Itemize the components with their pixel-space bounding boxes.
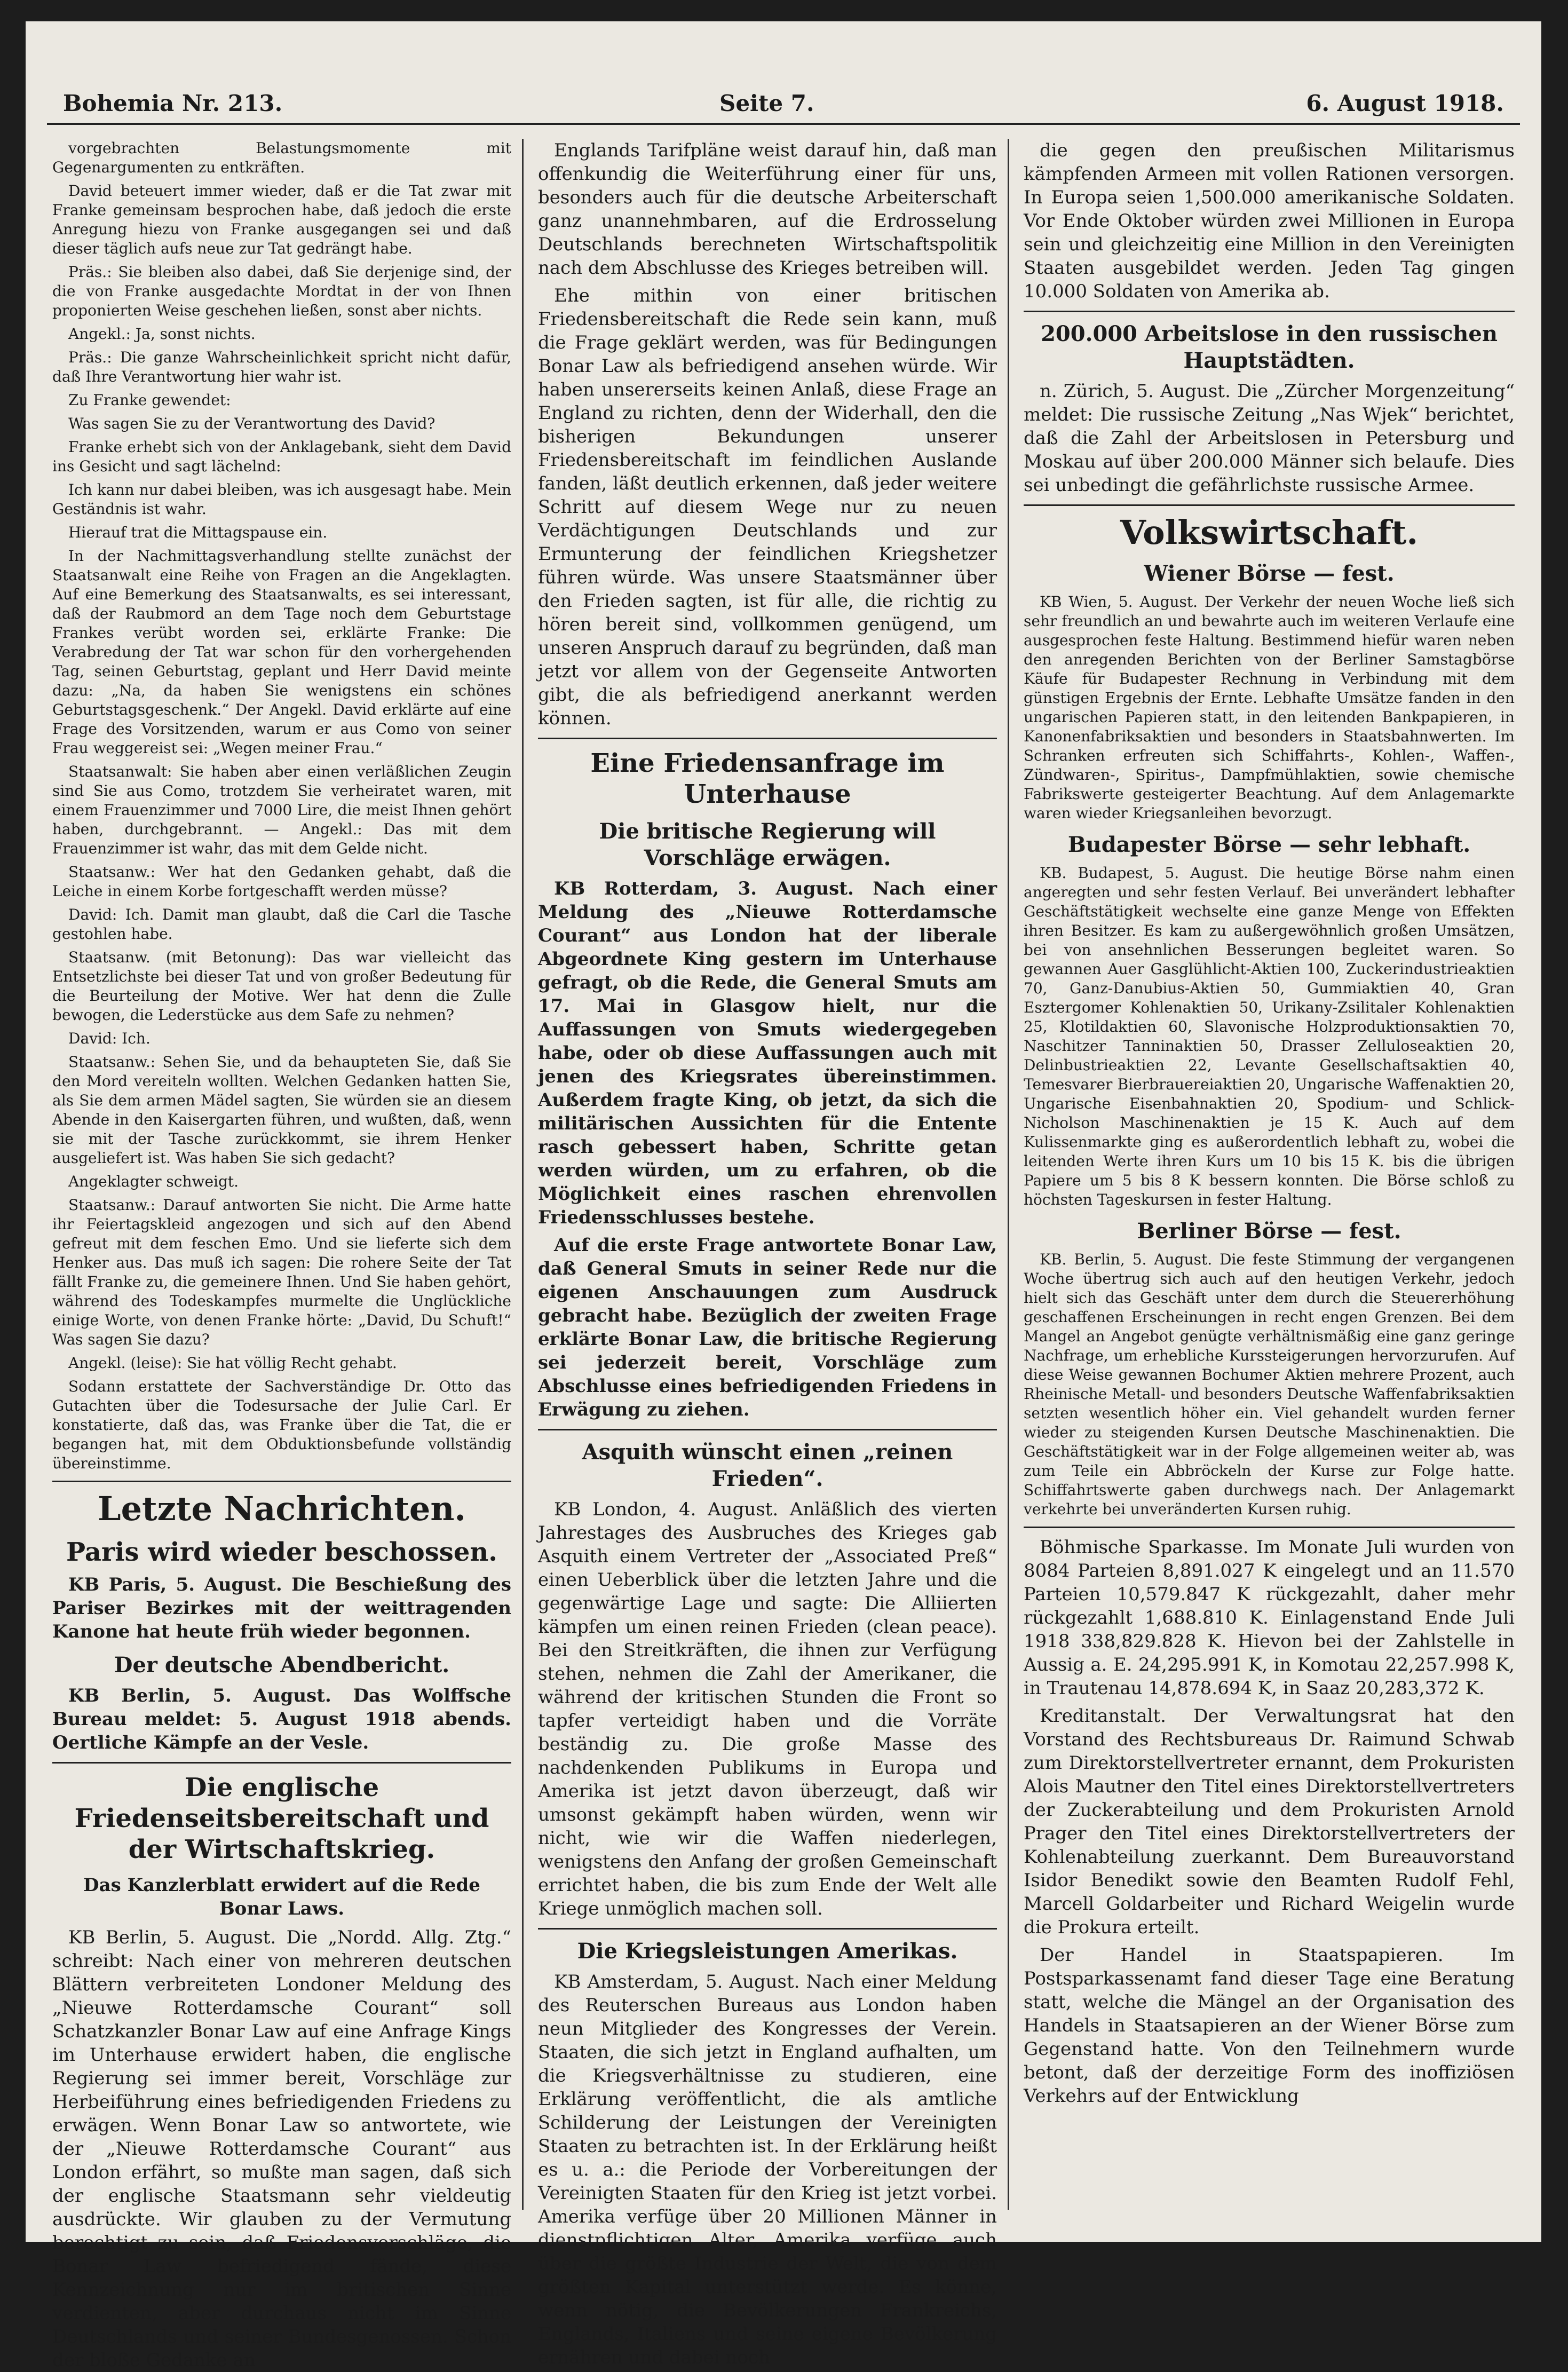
paragraph: Zu Franke gewendet: bbox=[68, 391, 231, 409]
article-unemployed: n. Zürich, 5. August. Die „Zürcher Morgenzeitung“ meldet: Die russische Zeitung „Nas Wjek“ berichtet, daß die Zahl der Arbeitslosen in Petersburg und Moskau auf über 200.000 Männer sich belaufe. Dies sei unbedingt die gefährlichste russische Armee. bbox=[1024, 381, 1515, 496]
header-date: 6. August 1918. bbox=[1306, 90, 1504, 116]
article-berlin-exchange: KB. Berlin, 5. August. Die feste Stimmung der vergangenen Woche übertrug sich auch auf den heutigen Verkehr, jedoch hielt sich das Geschäft unter dem durch die Steuererhöhung geschaffenen Erscheinungen in recht engen Grenzen. Bei dem Mangel an Angebot genügte verhältnismäßig eine ganz geringe Nachfrage, um erhebliche Kurssteigerungen hervorzurufen. Auf diese Weise gewannen Bochumer Aktien mehrere Prozent, auch Rheinische Metall- und besonders Deutsche Waffenfabriksaktien setzten wesentlich höher ein. Viel gehandelt wurden ferner wieder zu steigenden Kursen Deutsche Maschinenaktien. Die Geschäftstätigkeit war in der Folge allgemeinen weiter ab, was zum Teile ein Abbröckeln der Kurse zur Folge hatte. Schiffahrtswerte gaben durchwegs nach. Der Anlagemarkt verkehrte bei unveränderten Kursen ruhig. bbox=[1024, 1251, 1515, 1518]
column-rule bbox=[1008, 139, 1009, 2210]
article-paris: KB Paris, 5. August. Die Beschießung des Pariser Bezirkes mit der weittragenden Kanone hat heute früh wieder begonnen. bbox=[52, 1574, 511, 1642]
paragraph: David: Ich. bbox=[68, 1030, 151, 1047]
headline-america: Die Kriegsleistungen Amerikas. bbox=[577, 1939, 958, 1964]
headline-berlin-exchange: Berliner Börse — fest. bbox=[1137, 1219, 1401, 1244]
article-vienna-exchange: KB Wien, 5. August. Der Verkehr der neuen Woche ließ sich sehr freundlich an und bewahrte auch im weiteren Verlaufe eine ausgesprochen feste Haltung. Bestimmend hiefür waren neben den anregenden Berichten von der Berliner Samstagbörse Käufe für Budapester Rechnung in Verbindung mit dem günstigen Ergebnis der Ernte. Lebhafte Umsätze fanden in den ungarischen Papieren statt, in den leitenden Bankpapieren, in Kanonenfabriksaktien und besonders in Staatsbahnwerten. Im Schranken erfreuten sich Schiffahrts-, Kohlen-, Waffen-, Zündwaren-, Spiritus-, Dampfmühlaktien, sowie chemische Fabrikswerte gesteigerter Beachtung. Auf dem Anlagemarkte waren wieder Kriegsanleihen bevorzugt. bbox=[1024, 593, 1515, 822]
article-credit-institute: Kreditanstalt. Der Verwaltungsrat hat den Vorstand des Rechtsbureaus Dr. Raimund Schwab zum Direktorstellvertreter ernannt, dem Prokuristen Alois Mautner den Titel eines Direktorstellvertreters der Zuckerabteilung und dem Prokuristen Arnold Prager den Titel eines Direktorstellvertreters der Kohlenabteilung zuerkannt. Dem Bureauvorstand Isidor Benedikt sowie den Beamten Rudolf Fehl, Marcell Goldarbeiter und Richard Weigelin wurde die Prokura erteilt. bbox=[1024, 1705, 1515, 1938]
divider bbox=[52, 1762, 511, 1764]
column-3 bbox=[1024, 139, 1515, 2210]
header-page-number: Seite 7. bbox=[719, 90, 814, 116]
article-savings-bank: Böhmische Sparkasse. Im Monate Juli wurden von 8084 Parteien 8,891.027 K eingelegt und an 11.570 Parteien 10,579.847 K rückgezahlt, daher mehr rückgezahlt 1,688.810 K. Einlagenstand Ende Juli 1918 338,829.828 K. Hievon bei der Zahlstelle in Aussig a. E. 24,295.991 K, in Komotau 22,257.998 K, in Trautenau 14,878.694 K, in Saaz 20,283,372 K. bbox=[1024, 1537, 1515, 1699]
headline-english-peace: Die englische Friedenseitsbereitschaft und der Wirtschaftskrieg. bbox=[74, 1773, 489, 1864]
paragraph: David: Ich. Damit man glaubt, daß die Carl die Tasche gestohlen habe. bbox=[52, 906, 511, 943]
trial-report bbox=[52, 139, 511, 1473]
headline-budapest-exchange: Budapester Börse — sehr lebhaft. bbox=[1067, 832, 1471, 857]
headline-vienna-exchange: Wiener Börse — fest. bbox=[1144, 561, 1395, 586]
paragraph: Englands Tarifpläne weist darauf hin, daß man offenkundig die Weiterführung einer für uns, besonders auch für die deutsche Arbeiterschaft ganz unannehmbaren, auf die Erdrosselung Deutschlands berechneten Wirtschaftspolitik nach dem Abschlusse des Krieges betreiben will. bbox=[538, 140, 997, 279]
column-2 bbox=[538, 139, 997, 2368]
paragraph: Sodann erstattete der Sachverständige Dr. Otto das Gutachten über die Todesursache der Julie Carl. Er konstatierte, daß das, was Franke über die Tat, die er begangen hat, mit dem Obduktionsbefunde vollständig übereinstimme. bbox=[52, 1378, 511, 1472]
paragraph: Angeklagter schweigt. bbox=[68, 1173, 239, 1190]
headline-unemployed: 200.000 Arbeitslose in den russischen Hauptstädten. bbox=[1041, 321, 1498, 373]
divider bbox=[538, 738, 997, 739]
paragraph: Angekl.: Ja, sonst nichts. bbox=[68, 325, 256, 343]
paragraph: die gegen den preußischen Militarismus kämpfenden Armeen mit vollen Rationen versorgen. In Europa seien 1,500.000 amerikanische Soldaten. Vor Ende Oktober würden zwei Millionen in Europa sein und gleichzeitig eine Million in den Vereinigten Staaten ausgebildet werden. Jeden Tag gingen 10.000 Soldaten von Amerika ab. bbox=[1024, 140, 1515, 302]
divider bbox=[538, 1928, 997, 1930]
article-america: KB Amsterdam, 5. August. Nach einer Meldung des Reuterschen Bureaus aus London haben neun Mitglieder des Kongresses der Verein. Staaten, die sich jetzt in England aufhalten, um die Kriegsverhältnisse zu studieren, eine Erklärung veröffentlicht, die als amtliche Schilderung der Leistungen der Vereinigten Staaten zu betrachten ist. In der Erklärung heißt es u. a.: die Periode der Vorbereitungen der Vereinigten Staaten für den Krieg ist jetzt vorbei. Amerika verfüge über 20 Millionen Männer in dienstpflichtigen Alter, Amerika verfüge auch über die größte Industrie der Welt, die von dem größten Kapital unterstützt werde. Es könne, wenn nötig, die Bevölkerungen Frankreichs, Englands, Italiens und seine eigene Bevölkerung ernähren und dabei noch bbox=[538, 1971, 997, 2368]
divider bbox=[52, 1481, 511, 1482]
divider bbox=[1024, 1527, 1515, 1528]
paragraph: Was sagen Sie zu der Verantwortung des David? bbox=[68, 415, 435, 432]
article-budapest-exchange: KB. Budapest, 5. August. Die heutige Börse nahm einen angeregten und sehr festen Verlauf. Bei unverändert lebhafter Geschäftstätigkeit wechselte eine ganze Menge von Effekten ihren Besitzer. Es kam zu außergewöhnlich großen Umsätzen, bei von ansehnlichen Besserungen begleitet waren. So gewannen Auer Gasglühlicht-Aktien 100, Zuckerindustrieaktien 70, Ganz-Danubius-Aktien 50, Gummiaktien 40, Gran Esztergomer Kohlenaktien 50, Urikany-Zsilitaler Kohlenaktien 25, Klotildaktien 60, Slavonische Holzproduktionsaktien 70, Naschitzer Tanninaktien 50, Drasser Zelluloseaktien 20, Delinbustrieaktien 22, Levante Gesellschaftsaktien 40, Temesvarer Bierbrauereiaktien 20, Ungarische Waffenaktien 20, Ungarische Eisenbahnaktien 20, Spodium- und Schlick-Nicholson Maschinenaktien je 15 K. Auch auf dem Kulissenmarkte ging es außerordentlich lebhaft zu, wobei die leitenden Werte ihren Kurs um 10 bis 15 K. bis die übrigen Papiere um 5 bis 8 K bessern konnten. Die Börse schloß zu höchsten Tageskursen in fester Haltung. bbox=[1024, 864, 1515, 1208]
newspaper-page bbox=[26, 21, 1541, 2371]
divider bbox=[538, 1429, 997, 1430]
paragraph: Präs.: Sie bleiben also dabei, daß Sie derjenige sind, der die von Franke ausgedachte Mordtat in der von Ihnen proponierten Weise geschehen ließen, sonst aber nichts. bbox=[52, 263, 511, 319]
paragraph: Staatsanw.: Wer hat den Gedanken gehabt, daß die Leiche in einem Korbe fortgeschafft werden müsse? bbox=[52, 863, 511, 900]
article-evening-report: KB Berlin, 5. August. Das Wolffsche Bureau meldet: 5. August 1918 abends. Oertliche Kämpfe an der Vesle. bbox=[52, 1685, 511, 1753]
headline-paris: Paris wird wieder beschossen. bbox=[66, 1537, 497, 1567]
article-state-papers: Der Handel in Staatspapieren. Im Postsparkassenamt fand dieser Tage eine Beratung statt, welche die Mängel an der Organisation des Handels in Staatsapieren an der Wiener Börse zum Gegenstand hatte. Von den Teilnehmern wurde betont, daß der derzeitige Form des inoffiziösen Verkehrs auf der Entwicklung bbox=[1024, 1944, 1515, 2107]
page-header bbox=[47, 80, 1520, 125]
paragraph: Ich kann nur dabei bleiben, was ich ausgesagt habe. Mein Geständnis ist wahr. bbox=[52, 481, 511, 518]
paragraph: In der Nachmittagsverhandlung stellte zunächst der Staatsanwalt eine Reihe von Fragen an die Angeklagten. Auf eine Bemerkung des Staatsanwalts, es sei interessant, daß der Raubmord an dem Tage noch dem Geburtstage Frankes verübt worden sei, erklärte Franke: Die Verabredung der Tat war schon für den vorhergehenden Tag, seinen Geburtstag, geplant und Herr David meinte dazu: „Na, da haben Sie wenigstens ein schönes Geburtstagsgeschenk.“ Der Angekl. David erklärte auf eine Frage des Vorsitzenden, warum er aus Como von seiner Frau weggereist sei: „Wegen meiner Frau.“ bbox=[52, 547, 511, 757]
paragraph: Staatsanw.: Sehen Sie, und da behaupteten Sie, daß Sie den Mord vereiteln wollten. Welchen Gedanken hatten Sie, als Sie dem armen Mädel sagten, Sie würden sie an diesem Abende in den Kaisergarten führen, und wußten, daß, wenn sie mit der Tasche zurückkommt, sie ihrem Henker ausgeliefert ist. Was haben Sie sich gedacht? bbox=[52, 1053, 511, 1167]
headline-asquith: Asquith wünscht einen „reinen Frieden“. bbox=[582, 1440, 953, 1491]
paragraph: Staatsanw. (mit Betonung): Das war vielleicht das Entsetzlichste bei dieser Tat und von großer Bedeutung für die Beurteilung der Motive. Wer hat denn die Zulle bewogen, die Lederstücke aus dem Safe zu nehmen? bbox=[52, 948, 511, 1024]
article-asquith: KB London, 4. August. Anläßlich des vierten Jahrestages des Ausbruches des Krieges gab Asquith einem Vertreter der „Associated Preß“ einen Ueberblick über die letzten Jahre und die gegenwärtige Lage und sagte: Die Alliierten kämpfen um einen reinen Frieden (clean peace). Bei den Streitkräften, die ihnen zur Verfügung stehen, nehmen die Zahl der Amerikaner, die während der kritischen Stunden die Front so tapfer verteidigt haben und die Vorräte beständig zu. Die große Masse des nachdenkenden Publikums in Europa und Amerika ist jetzt davon überzeugt, daß wir umsonst gekämpft haben würden, wenn wir nicht, wie wir die Waffen niederlegen, wenigstens den Anfang der großen Gemeinschaft errichtet haben, die bis zum Ende der Welt alle Kriege unmöglich machen soll. bbox=[538, 1499, 997, 1919]
section-title-latest-news: Letzte Nachrichten. bbox=[97, 1489, 466, 1528]
paragraph: vorgebrachten Belastungsmomente mit Gegenargumenten zu entkräften. bbox=[52, 139, 511, 176]
article-peace-inquiry: KB Rotterdam, 3. August. Nach einer Meldung des „Nieuwe Rotterdamsche Courant“ aus London hat der liberale Abgeordnete King gestern im Unterhause gefragt, ob die Rede, die General Smuts am 17. Mai in Glasgow hielt, nur die Auffassungen von Smuts wiedergegeben habe, oder ob diese Auffassungen auch mit jenen des Kriegsrates übereinstimmen. Außerdem fragte King, ob jetzt, da sich die militärischen Aussichten für die Entente rasch gebessert haben, Schritte getan werden würden, um zu erfahren, ob die Möglichkeit eines raschen ehrenvollen Friedensschlusses bestehe. bbox=[538, 878, 997, 1228]
headline-peace-inquiry: Eine Friedensanfrage im Unterhause bbox=[590, 748, 945, 809]
header-issue: Bohemia Nr. 213. bbox=[63, 90, 283, 116]
headline-evening-report: Der deutsche Abendbericht. bbox=[114, 1653, 450, 1678]
column-1 bbox=[52, 139, 511, 2371]
article-english-peace: KB Berlin, 5. August. Die „Nordd. Allg. Ztg.“ schreibt: Nach einer von mehreren deutschen Blättern verbreiteten Londoner Meldung des „Nieuwe Rotterdamsche Courant“ soll Schatzkanzler Bonar Law auf eine Anfrage Kings im Unterhause erwidert haben, die englische Regierung sei immer bereit, Vorschläge zur Herbeiführung eines befriedigenden Friedens zu erwägen. Wenn Bonar Law so antwortete, wie der „Nieuwe Rotterdamsche Courant“ aus London erfährt, so mußte man sagen, daß sich der englische Staatsmann sehr vieldeutig ausdrückte. Wir glauben zu der Vermutung berechtigt zu sein, daß Friedensvorschläge, die Bonar Law befriedigend fände, diese Kennzeichnung nur im britischen Sinne verdienten, aber durchaus nicht im Sinne Deutschlands und seiner Bundesgenossen. Schon der bloße Gedanke an bbox=[52, 1927, 511, 2371]
subheadline-peace-inquiry: Die britische Regierung will Vorschläge erwägen. bbox=[599, 819, 936, 871]
section-title-economy: Volkswirtschaft. bbox=[1120, 513, 1419, 552]
column-rule bbox=[522, 139, 524, 2210]
subheadline-english-peace: Das Kanzlerblatt erwidert auf die Rede Bonar Laws. bbox=[83, 1875, 480, 1919]
paragraph: Präs.: Die ganze Wahrscheinlichkeit spricht nicht dafür, daß Ihre Verantwortung hier wahr ist. bbox=[52, 349, 511, 385]
paragraph: David beteuert immer wieder, daß er die Tat zwar mit Franke gemeinsam besprochen habe, daß jedoch die erste Anregung hiezu von Franke ausgegangen sei und daß dieser täglich aufs neue zur Tat gedrängt habe. bbox=[52, 182, 511, 257]
paragraph: Hierauf trat die Mittagspause ein. bbox=[68, 524, 328, 541]
divider bbox=[1024, 311, 1515, 312]
paragraph: Franke erhebt sich von der Anklagebank, sieht dem David ins Gesicht und sagt lächelnd: bbox=[52, 438, 511, 475]
divider bbox=[1024, 504, 1515, 506]
paragraph: Staatsanwalt: Sie haben aber einen verläßlichen Zeugin sind Sie aus Como, trotzdem Sie verheiratet waren, mit einem Frauenzimmer und 7000 Lire, die meist Ihnen gehört haben, durchgebrannt. — Angekl.: Das mit dem Frauenzimmer ist wahr, das mit dem Gelde nicht. bbox=[52, 763, 511, 857]
paragraph: Staatsanw.: Darauf antworten Sie nicht. Die Arme hatte ihr Feiertagskleid angezogen und sich auf den Abend gefreut mit dem feschen Emo. Und sie lieferte sich dem Henker aus. Das muß ich sagen: Die rohere Seite der Tat fällt Franke zu, die gemeinere Ihnen. Und Sie haben gehört, während des Todeskampfes murmelte die Unglückliche einige Worte, von denen Franke hörte: „David, Du Schuft!“ Was sagen Sie dazu? bbox=[52, 1196, 511, 1348]
article-peace-inquiry-reply: Auf die erste Frage antwortete Bonar Law, daß General Smuts in seiner Rede nur die eigenen Anschauungen zum Ausdruck gebracht habe. Bezüglich der zweiten Frage erklärte Bonar Law, die britische Regierung sei jederzeit bereit, Vorschläge zum Abschlusse eines befriedigenden Friedens in Erwägung zu ziehen. bbox=[538, 1235, 997, 1420]
paragraph: Angekl. (leise): Sie hat völlig Recht gehabt. bbox=[68, 1354, 397, 1372]
paragraph: Ehe mithin von einer britischen Friedensbereitschaft die Rede sein kann, muß die Frage geklärt werden, was für Bedingungen Bonar Law als befriedigend ansehen würde. Wir haben unsererseits keinen Anlaß, diese Frage an England zu richten, denn der Widerhall, den die bisherigen Bekundungen unserer Friedensbereitschaft im feindlichen Auslande fanden, läßt deutlich erkennen, daß jeder weitere Schritt auf diesem Wege nur zu neuen Verdächtigungen Deutschlands und zur Ermunterung der feindlichen Kriegshetzer führen würde. Was unsere Staatsmänner über den Frieden sagten, ist für alle, die richtig zu hören bereit sind, vollkommen genügend, um unseren Anspruch darauf zu begründen, daß man jetzt vor allem von der Gegenseite Antworten gibt, die als befriedigend anerkannt werden können. bbox=[538, 285, 997, 729]
